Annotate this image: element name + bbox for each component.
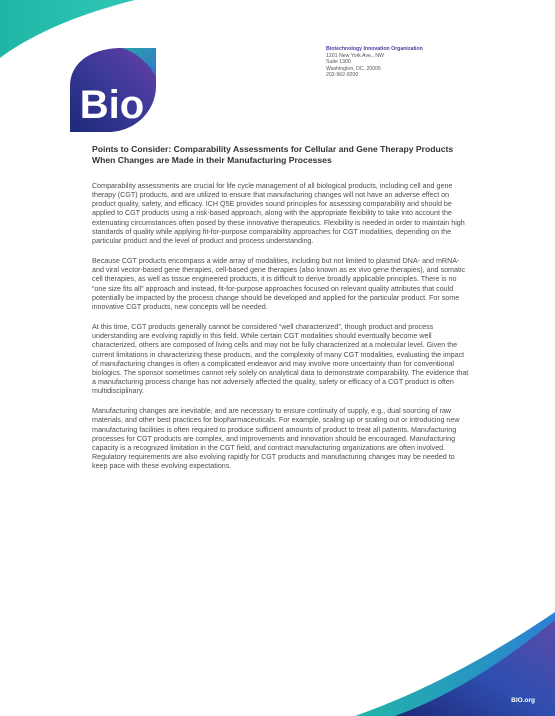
organization-address: [326, 46, 526, 79]
document-body: [92, 182, 470, 482]
org-name: Biotechnology Innovation Organization: [326, 46, 423, 52]
address-line: 202-962-9200: [326, 72, 359, 79]
body-paragraph: At this time, CGT products generally cannot be considered “well characterized”, though product and process understanding are evolving rapidly in this field. While certain CGT modalities should eventually become well characterized, others are composed of living cells and may not be fully characterized at a molecular level. Given the current limitations in characterizing these products, and the complexity of many CGT modalities, evaluating the impact of manufacturing changes is often a complicated endeavor and may involve more uncertainty than for conventional biologics. The sponsor sometimes cannot rely solely on analytical data to demonstrate comparability. The evidence that a manufacturing process change has not adversely affected the quality, safety or efficacy of a CGT product is often multidisciplinary.: [92, 323, 469, 396]
address-line: Washington, DC, 20005: [326, 65, 381, 72]
document-title: Points to Consider: Comparability Assessments for Cellular and Gene Therapy Products When Changes are Made in their Manufacturing Processes: [92, 144, 454, 165]
address-line: 1201 New York Ave., NW: [326, 52, 384, 59]
body-paragraph: Comparability assessments are crucial for life cycle management of all biological products, including cell and gene therapy (CGT) products, and are utilized to ensure that manufacturing changes will not have an adverse effect on product quality, safety, and efficacy. ICH Q5E provides sound principles for assessing comparability and should be applied to CGT products using a risk-based approach, along with the appropriate flexibility to take into account the extenuating circumstances often posed by these innovative therapeutics. Flexibility is needed in order to maintain high standards of quality while applying fit-for-purpose comparability approaches for CGT modalities, depending on the particular product and the level of product and process understanding.: [92, 182, 465, 245]
logo-wordmark: Bio: [79, 83, 145, 127]
address-line: Suite 1300: [326, 59, 351, 66]
body-paragraph: Because CGT products encompass a wide array of modalities, including but not limited to plasmid DNA- and mRNA- and viral vector-based gene therapies, cell-based gene therapies (also known as ex vivo gene therapies), and somatic cell therapies, as well as tissue engineered products, it is difficult to derive broadly applicable principles. There is no “one size fits all” approach and instead, fit-for-purpose approaches focused on relevant quality attributes that could potentially be impacted by the process change should be developed and applied for the particular product. For some innovative CGT products, new concepts will be needed.: [92, 257, 466, 311]
body-paragraph: Manufacturing changes are inevitable, and are necessary to ensure continuity of supply, e.g., dual sourcing of raw materials, and other best practices for biopharmaceuticals. For example, scaling up or scaling out or introducing new manufacturing facilities is often required to produce sufficient amounts of product to treat all patients. Manufacturing processes for CGT products are complex, and improvements and innovation should be encouraged. Manufacturing capacity is a recognized limitation in the CGT field, and contract manufacturing organizations are often involved. Regulatory requirements are also evolving rapidly for CGT products and manufacturing changes may be needed to keep pace with these evolving expectations.: [92, 407, 460, 471]
bio-logo: [62, 46, 158, 132]
footer-url-link[interactable]: BIO.org: [511, 697, 535, 704]
